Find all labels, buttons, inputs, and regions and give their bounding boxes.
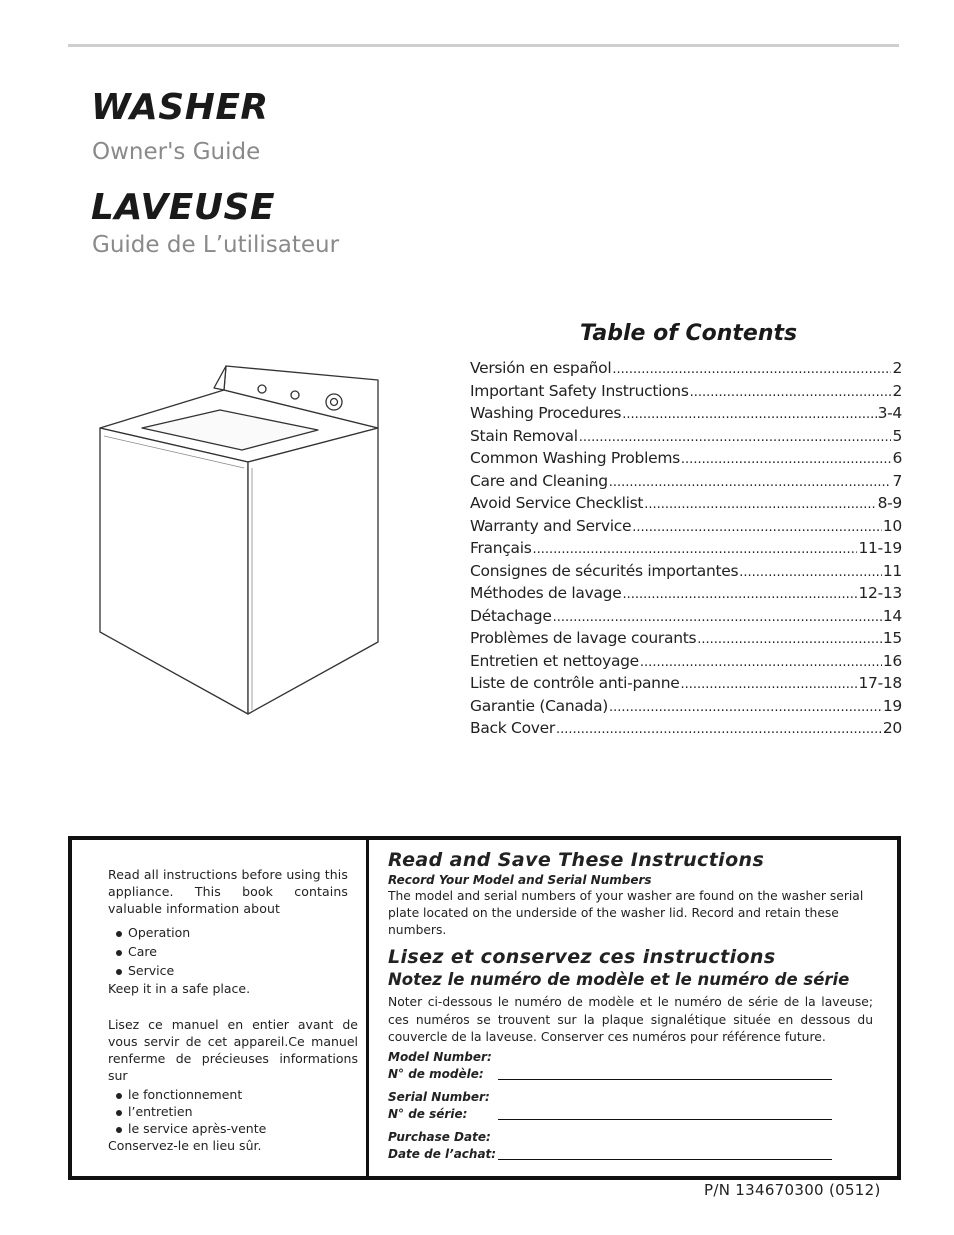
toc-item <box>470 427 902 450</box>
toc-item <box>470 382 902 405</box>
toc-item <box>470 674 902 697</box>
toc-item <box>470 629 902 652</box>
toc-item <box>470 584 902 607</box>
toc-title: Table of Contents <box>580 321 798 346</box>
subheading-notez-numero: Notez le numéro de modèle et le numéro de série <box>388 970 850 989</box>
write-line[interactable] <box>498 1159 832 1160</box>
toc-item-label: Warranty and Service <box>470 516 632 535</box>
toc-leader-dots <box>680 677 857 692</box>
toc-leader-dots <box>533 542 858 557</box>
toc-leader-dots <box>609 700 882 715</box>
toc-leader-dots <box>681 452 892 467</box>
toc-item <box>470 719 902 742</box>
toc-item <box>470 449 902 472</box>
bullet-icon <box>116 1110 122 1116</box>
notice-en-bullets <box>108 923 358 980</box>
field-label-en: Serial Number: <box>388 1089 490 1104</box>
toc-item-label: Versión en español <box>470 359 612 377</box>
toc-item <box>470 494 902 517</box>
toc-leader-dots <box>612 362 891 377</box>
toc-item-page: 15 <box>882 629 902 647</box>
heading-read-save: Read and Save These Instructions <box>388 849 765 871</box>
toc-item <box>470 539 902 562</box>
toc-item-page: 16 <box>882 651 902 670</box>
toc-leader-dots <box>632 520 882 535</box>
toc-leader-dots <box>609 475 892 490</box>
top-rule <box>68 44 899 47</box>
subheading-record-numbers: Record Your Model and Serial Numbers <box>388 873 652 887</box>
toc-leader-dots <box>644 497 876 512</box>
model-number-field[interactable] <box>388 1049 878 1089</box>
toc-item <box>470 607 902 630</box>
toc-leader-dots <box>640 655 882 670</box>
toc-item-page: 3-4 <box>877 404 902 422</box>
toc-leader-dots <box>579 430 892 445</box>
bullet-icon <box>116 969 122 975</box>
toc-item-page: 2 <box>892 381 902 400</box>
toc-leader-dots <box>622 407 876 422</box>
toc-item-page: 8-9 <box>877 494 902 512</box>
toc-item-label: Washing Procedures <box>470 404 622 422</box>
record-column <box>388 848 878 1169</box>
toc-item-page: 6 <box>892 449 902 467</box>
toc-leader-dots <box>622 587 857 602</box>
notice-fr-outro: Conservez-le en lieu sûr. <box>108 1138 262 1153</box>
toc-item-label: Consignes de sécurités importantes <box>470 561 739 580</box>
notice-en-intro: Read all instructions before using this appliance. This book contains valuable information about <box>108 867 348 916</box>
bullet-icon <box>116 950 122 956</box>
toc-leader-dots <box>690 385 892 400</box>
toc-item-page: 11 <box>882 561 902 580</box>
toc-item-label: Français <box>470 539 532 557</box>
toc-item <box>470 472 902 495</box>
toc-item-label: Care and Cleaning <box>470 471 608 490</box>
bullet-icon <box>116 1093 122 1099</box>
toc-item-label: Avoid Service Checklist <box>470 494 644 512</box>
notice-fr-intro: Lisez ce manuel en entier avant de vous servir de cet appareil.Ce manuel renferme de précieuses informations sur <box>108 1017 358 1083</box>
toc-item-label: Détachage <box>470 606 552 625</box>
list-item: le service après-vente <box>116 1120 358 1137</box>
toc-leader-dots <box>553 610 882 625</box>
notice-fr-bullets <box>108 1086 358 1137</box>
toc-item <box>470 517 902 540</box>
serial-number-field[interactable] <box>388 1089 878 1129</box>
field-label-fr: N° de modèle: <box>388 1066 484 1081</box>
list-item: Care <box>116 942 358 961</box>
instructions-box <box>68 836 901 1180</box>
toc-item-page: 19 <box>882 696 902 715</box>
toc-item-page: 5 <box>892 426 902 445</box>
toc-item-page: 11-19 <box>858 539 902 557</box>
toc-item-label: Liste de contrôle anti-panne <box>470 674 680 692</box>
field-label-fr: Date de l’achat: <box>388 1146 497 1161</box>
bullet-icon <box>116 1127 122 1133</box>
list-item: Service <box>116 961 358 980</box>
title-washer: WASHER <box>91 87 269 128</box>
toc-item-page: 7 <box>892 471 902 490</box>
toc-leader-dots <box>697 632 882 647</box>
heading-lisez-conservez: Lisez et conservez ces instructions <box>388 946 776 968</box>
write-line[interactable] <box>498 1079 832 1080</box>
bullet-icon <box>116 931 122 937</box>
toc-item-label: Entretien et nettoyage <box>470 651 639 670</box>
toc-item <box>470 652 902 675</box>
subtitle-owners-guide: Owner's Guide <box>92 139 261 165</box>
toc-item <box>470 404 902 427</box>
part-number: P/N 134670300 (0512) <box>704 1181 881 1199</box>
field-label-en: Model Number: <box>388 1049 492 1064</box>
toc-item-label: Méthodes de lavage <box>470 584 622 602</box>
toc-item <box>470 359 902 382</box>
toc-item-label: Problèmes de lavage courants <box>470 629 697 647</box>
toc-leader-dots <box>739 565 882 580</box>
record-fields <box>388 1049 878 1169</box>
field-label-en: Purchase Date: <box>388 1129 491 1144</box>
box-divider <box>366 840 369 1176</box>
toc-item-label: Common Washing Problems <box>470 449 680 467</box>
toc-item <box>470 697 902 720</box>
list-item: Operation <box>116 923 358 942</box>
toc-leader-dots <box>556 722 882 737</box>
field-label-fr: N° de série: <box>388 1106 468 1121</box>
toc-item-page: 12-13 <box>858 584 902 602</box>
toc-item-label: Back Cover <box>470 719 555 737</box>
toc-item-page: 17-18 <box>858 674 902 692</box>
record-body-en: The model and serial numbers of your washer are found on the washer serial plate located on the underside of the washer lid. Record and retain these numbers. <box>388 889 864 937</box>
purchase-date-field[interactable] <box>388 1129 878 1169</box>
toc-item-page: 2 <box>892 359 902 377</box>
toc-item <box>470 562 902 585</box>
notice-column <box>108 866 358 1154</box>
washer-illustration <box>92 358 384 720</box>
toc-item-page: 10 <box>882 516 902 535</box>
write-line[interactable] <box>498 1119 832 1120</box>
subtitle-guide-utilisateur: Guide de L’utilisateur <box>92 232 340 258</box>
title-laveuse: LAVEUSE <box>91 187 276 228</box>
toc-item-label: Stain Removal <box>470 426 578 445</box>
table-of-contents <box>470 359 902 742</box>
toc-item-page: 20 <box>882 719 902 737</box>
toc-item-label: Important Safety Instructions <box>470 381 689 400</box>
toc-item-label: Garantie (Canada) <box>470 696 609 715</box>
list-item: l’entretien <box>116 1103 358 1120</box>
list-item: le fonctionnement <box>116 1086 358 1103</box>
toc-item-page: 14 <box>882 606 902 625</box>
notice-en-outro: Keep it in a safe place. <box>108 981 251 996</box>
record-body-fr: Noter ci-dessous le numéro de modèle et le numéro de série de la laveuse; ces numéros se trouvent sur la plaque signalétique située en dessous du couvercle de la laveuse. Conserver ces numéros pour référence future. <box>388 995 873 1044</box>
